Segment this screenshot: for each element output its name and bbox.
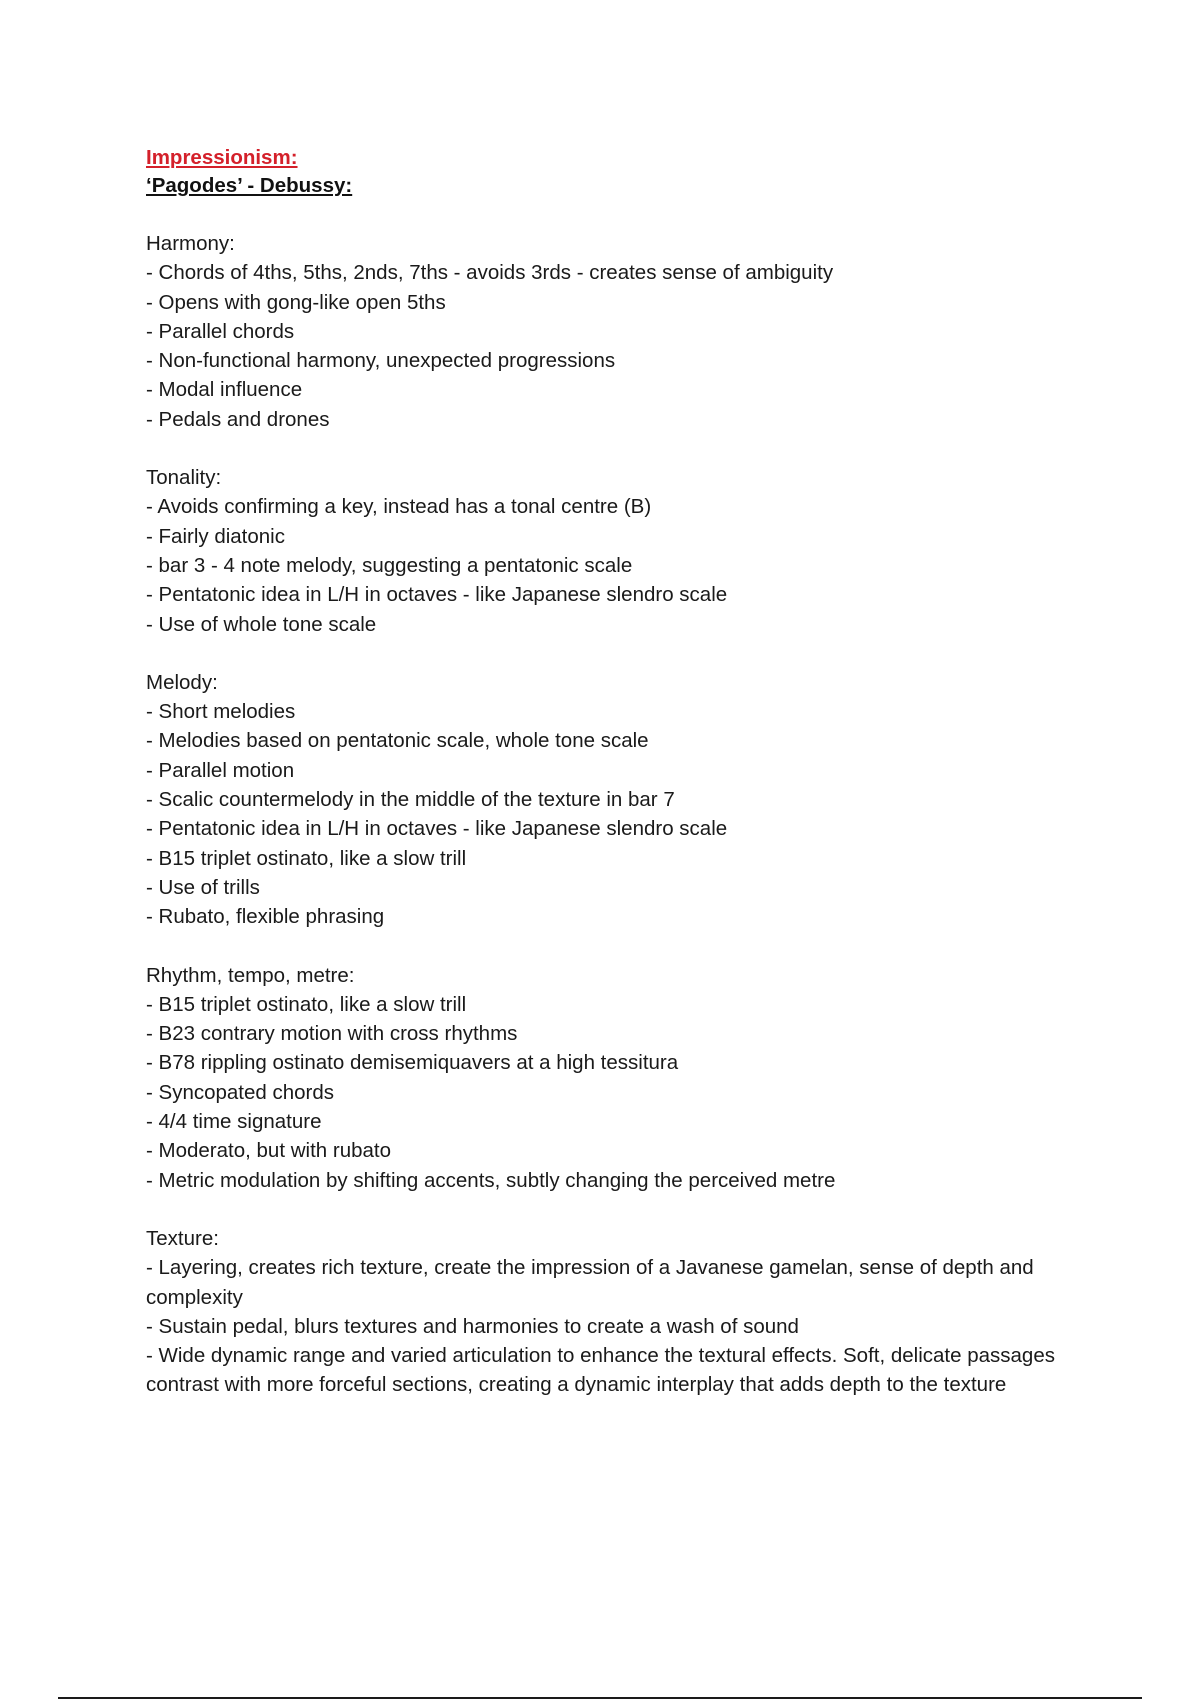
page-bottom-rule	[58, 1697, 1142, 1699]
section-list	[146, 492, 1086, 638]
list-item: - 4/4 time signature	[146, 1110, 322, 1134]
list-item: - Melodies based on pentatonic scale, whole tone scale	[146, 729, 649, 753]
list-item: - Parallel chords	[146, 319, 295, 343]
section-texture	[146, 1224, 1086, 1400]
list-item: - Pentatonic idea in L/H in octaves - like Japanese slendro scale	[146, 817, 728, 841]
list-item: - B23 contrary motion with cross rhythms	[146, 1022, 518, 1046]
list-item: - Non-functional harmony, unexpected progressions	[146, 349, 616, 373]
list-item: - Fairly diatonic	[146, 524, 285, 548]
list-item: - Wide dynamic range and varied articulation to enhance the textural effects. Soft, delicate passages contrast with more forceful sections, creating a dynamic interplay that adds depth to the texture	[146, 1344, 1055, 1397]
section-list	[146, 258, 1086, 434]
section-heading: Harmony:	[146, 232, 235, 255]
list-item: - Pedals and drones	[146, 407, 330, 431]
section-tonality	[146, 463, 1086, 639]
section-heading: Tonality:	[146, 466, 222, 490]
list-item: - Opens with gong-like open 5ths	[146, 290, 446, 314]
section-heading: Melody:	[146, 670, 218, 694]
section-list	[146, 990, 1086, 1195]
list-item: - Chords of 4ths, 5ths, 2nds, 7ths - avoids 3rds - creates sense of ambiguity	[146, 261, 834, 285]
list-item: - Moderato, but with rubato	[146, 1139, 391, 1163]
section-harmony	[146, 229, 1086, 434]
section-list	[146, 697, 1086, 931]
list-item: - B78 rippling ostinato demisemiquavers at a high tessitura	[146, 1051, 679, 1075]
section-rhythm-tempo-metre	[146, 961, 1086, 1195]
list-item: - Use of whole tone scale	[146, 612, 377, 636]
section-melody	[146, 668, 1086, 932]
list-item: - Scalic countermelody in the middle of the texture in bar 7	[146, 788, 675, 812]
document-page	[146, 144, 1086, 1400]
list-item: - Syncopated chords	[146, 1080, 335, 1104]
list-item: - Pentatonic idea in L/H in octaves - like Japanese slendro scale	[146, 583, 728, 607]
list-item: - B15 triplet ostinato, like a slow trill	[146, 846, 467, 870]
list-item: - Use of trills	[146, 875, 260, 899]
section-list	[146, 1253, 1086, 1399]
section-heading: Texture:	[146, 1226, 219, 1250]
list-item: - Avoids confirming a key, instead has a tonal centre (B)	[146, 495, 652, 519]
list-item: - Rubato, flexible phrasing	[146, 905, 385, 929]
list-item: - B15 triplet ostinato, like a slow trill	[146, 992, 467, 1016]
document-title: Impressionism:	[146, 146, 298, 169]
list-item: - Sustain pedal, blurs textures and harmonies to create a wash of sound	[146, 1314, 799, 1338]
list-item: - Short melodies	[146, 700, 296, 724]
document-subtitle: ‘Pagodes’ - Debussy:	[146, 174, 353, 197]
list-item: - Parallel motion	[146, 758, 295, 782]
list-item: - Layering, creates rich texture, create the impression of a Javanese gamelan, sense of depth and complexity	[146, 1256, 1034, 1309]
list-item: - bar 3 - 4 note melody, suggesting a pentatonic scale	[146, 553, 633, 577]
list-item: - Modal influence	[146, 378, 303, 402]
section-heading: Rhythm, tempo, metre:	[146, 963, 355, 987]
list-item: - Metric modulation by shifting accents, subtly changing the perceived metre	[146, 1168, 836, 1192]
